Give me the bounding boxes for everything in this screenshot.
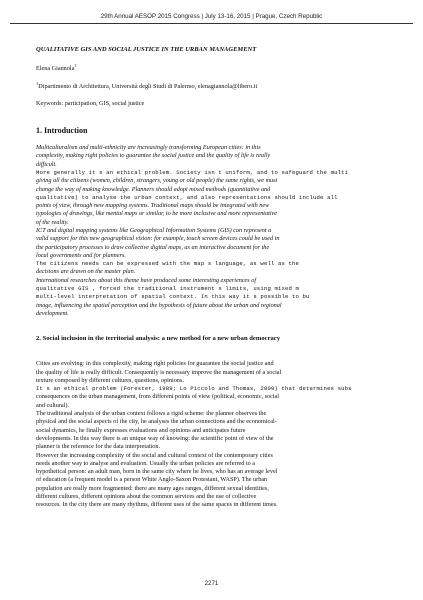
text-line: planner is the reference for the data interpretation. [36,443,161,451]
text-line: Cities are evolving: in this complexity, making right policies for guarantee the social justice and [36,360,274,368]
text-line: and cultural). [36,401,69,409]
text-line: change the way of making knowledge. Planners should adopt mixed methods (quantitative and [36,185,271,193]
author-name: Elena Giannola [36,65,75,73]
author-sup: 1 [74,63,77,68]
text-line: difficult. [36,160,57,168]
text-line: resources. In the city there are many rhythms, different uses of the same spaces in different times. [36,501,278,509]
text-line: the participatory processes to draw collective digital maps, as an interactive document for the [36,243,270,251]
text-line: decisions are drawn on the master plan. [36,268,136,276]
section-1-heading: 1. Introduction [36,126,88,136]
text-line: Multiculturalism and multi-ethnicity are increasingly transforming European cities: in this [36,144,261,152]
paper-body [36,46,423,510]
text-line: needs another way to analyse and evaluation. Usually the urban policies are referred to a [36,459,256,467]
section-2-heading: 2. Social inclusion in the territorial analysis: a new method for a new urban democracy [36,335,281,343]
text-line: population are really more fragmented: there are many ages ranges, different sexual identities, [36,484,269,492]
text-line: of education (a frequent model is a person White Anglo-Saxon Protestant, WASP). The urban [36,476,268,484]
text-line: qualitative) to analyse the urban context, and also representations should include all [36,193,338,201]
text-line: local governments and for planners. [36,251,126,259]
keywords: Keywords: participation, GIS, social justice [36,99,145,107]
text-line: the quality of life is really difficult. Consequently is necessary improve the management of a social [36,368,282,376]
affiliation: Dipartimento di Architettura, Università degli Studi di Palermo, elenagiannola@libero.it [38,83,258,91]
text-line: developments. In this way there is an unique way of knowing: the scientific point of view of the [36,434,274,442]
text-line: International researches about this theme have produced some interesting experiences of [36,276,257,284]
text-line: texture composed by different cultures, questions, opinions. [36,376,184,384]
text-line: different cultures, different opinions about the common services and the use of collective [36,493,257,500]
text-line: points of view, through new mapping systems. Traditional maps should be integrated with new [36,202,270,210]
text-line: complexity, making right policies to guarantee the social justice and the quality of life is really [36,152,271,160]
text-line: However the increasing complexity of the social and cultural context of the contemporary cities [36,451,273,459]
section-2-body [36,360,423,509]
section-1-body [36,144,423,318]
text-line: multi-level interpretation of spatial context. In this way it s possible to bu [36,293,310,301]
author-line [36,62,423,73]
text-line: The citizens needs can be expressed with the map s language, as well as the [36,260,300,268]
text-line: It s an ethical problem (Forester, 1989; Lo Piccolo and Thomas, 2009) that determines subs [36,385,352,393]
text-line: development. [36,309,69,317]
affiliation-line [36,80,423,91]
text-line: qualitative GIS , forced the traditional instrument s limits, using mixed m [36,285,300,293]
text-line: More generally it s an ethical problem. Society isn t uniform, and to safeguard the multi [36,168,349,176]
paper-title: QUALITATIVE GIS AND SOCIAL JUSTICE IN THE URBAN MANAGEMENT [36,46,257,53]
page-number: 2271 [204,580,219,587]
text-line: valid support for this new geographical vision: for example, touch screen devices could be used in [36,235,280,243]
text-line: The traditional analysis of the urban context follows a rigid scheme: the planner observes the [36,410,267,418]
text-line: of the reality. [36,218,69,226]
text-line: consequences on the urban management, from different points of view (political, economic, social [36,393,280,401]
affiliation-sup: 1 [36,81,39,87]
text-line: ICT and digital mapping systems like Geographical Information Systems (GIS) can represent a [36,226,272,234]
text-line: physical and the social aspects of the city, he analyses the urban connections and the economical- [36,418,277,426]
text-line: giving all the citizens (women, children, strangers, young or old people) the same rights, we must [36,177,278,185]
text-line: social dynamics, he finally expresses evaluations and opinions and anticipates future [36,426,246,434]
text-line: typologies of drawings, like mental maps or similar, to be more inclusive and more representative [36,210,278,218]
header-rule [10,23,413,24]
text-line: image, influencing the spatial perception and the hypothesis of future about the urban and regional [36,301,282,309]
text-line: hypothetical person: an adult man, born in the same city where he lives, who has an average level [36,468,278,476]
running-header: 29th Annual AESOP 2015 Congress | July 13-16, 2015 | Prague, Czech Republic [100,13,323,20]
